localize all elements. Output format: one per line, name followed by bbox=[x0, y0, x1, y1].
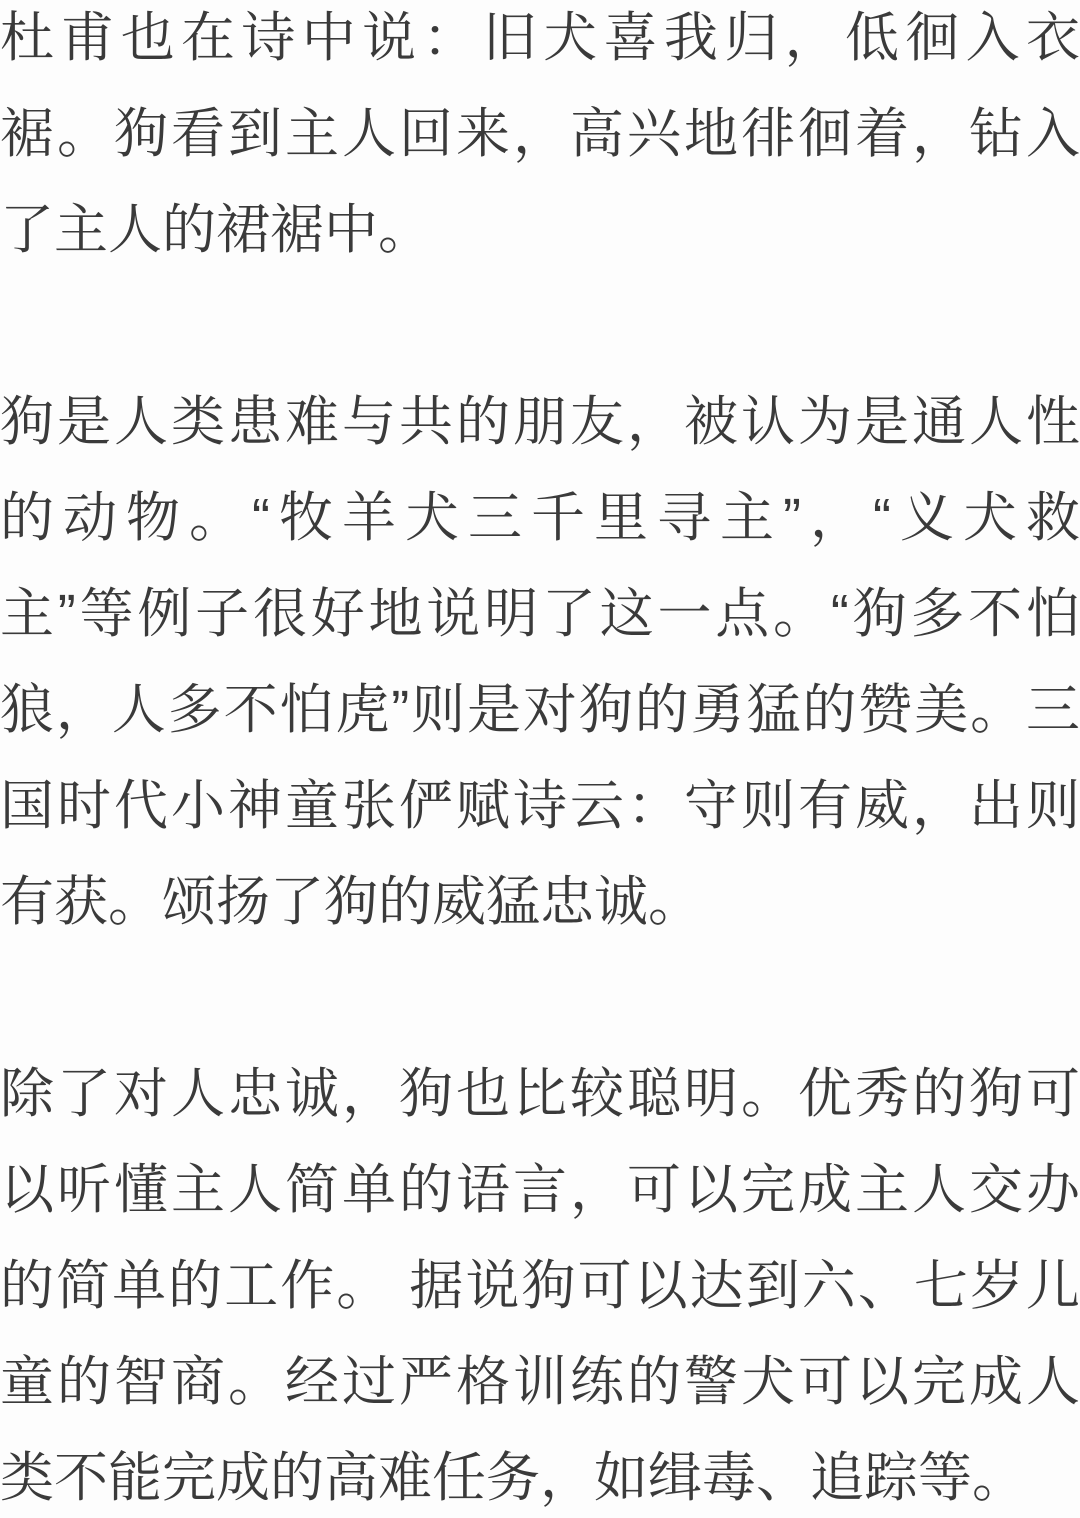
text-line: 狗是人类患难与共的朋友，被认为是通人性 bbox=[0, 392, 1080, 452]
text-line: 类不能完成的高难任务，如缉毒、追踪等。 bbox=[0, 1448, 1026, 1508]
paragraph-3 bbox=[0, 1046, 1080, 1518]
text-line: 童的智商。经过严格训练的警犬可以完成人 bbox=[0, 1352, 1080, 1412]
text-line: 狼，人多不怕虎”则是对狗的勇猛的赞美。三 bbox=[0, 680, 1080, 740]
paragraph-1 bbox=[0, 0, 1080, 278]
text-line: 裾。狗看到主人回来，高兴地徘徊着，钻入 bbox=[0, 104, 1080, 164]
text-line: 了主人的裙裾中。 bbox=[0, 200, 432, 260]
text-line: 主”等例子很好地说明了这一点。“狗多不怕 bbox=[0, 584, 1080, 644]
text-line: 除了对人忠诚，狗也比较聪明。优秀的狗可 bbox=[0, 1064, 1080, 1124]
text-line: 国时代小神童张俨赋诗云：守则有威，出则 bbox=[0, 776, 1080, 836]
text-line: 的动物。“牧羊犬三千里寻主”，“义犬救 bbox=[0, 488, 1080, 548]
text-line: 有获。颂扬了狗的威猛忠诚。 bbox=[0, 872, 702, 932]
text-line: 的简单的工作。 据说狗可以达到六、七岁儿 bbox=[0, 1256, 1080, 1316]
text-line: 以听懂主人简单的语言，可以完成主人交办 bbox=[0, 1160, 1080, 1220]
text-line: 杜甫也在诗中说：旧犬喜我归，低徊入衣 bbox=[0, 8, 1080, 68]
paragraph-2 bbox=[0, 374, 1080, 950]
